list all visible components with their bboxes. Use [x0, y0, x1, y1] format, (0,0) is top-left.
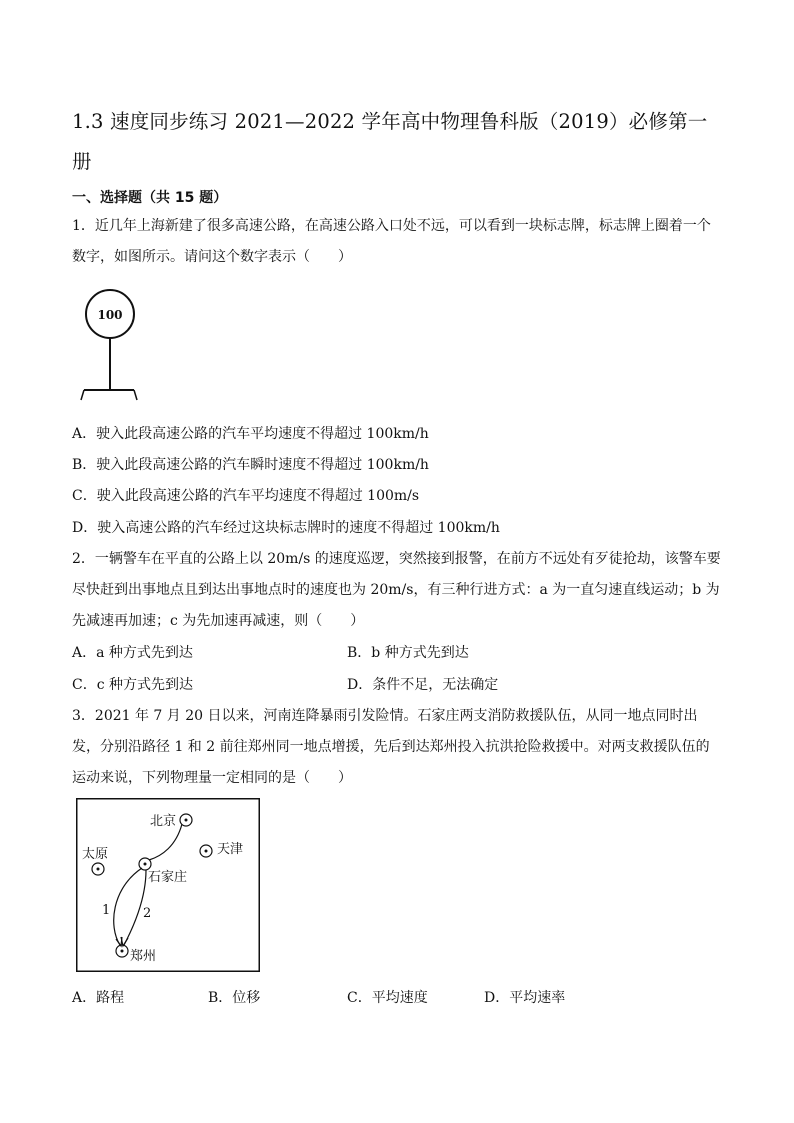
section-heading: 一、选择题（共 15 题）	[72, 190, 228, 206]
beijing-label: 北京	[150, 814, 177, 829]
sign-value: 100	[97, 308, 123, 322]
q3-option-c[interactable]: C．平均速度	[347, 990, 428, 1006]
q2-option-c[interactable]: C．c 种方式先到达	[72, 677, 194, 693]
question-3-stem: 3．2021 年 7 月 20 日以来，河南连降暴雨引发险情。石家庄两支消防救援队伍，从同一地点同时出发，分别沿路径 1 和 2 前往郑州同一地点增援，先后到达郑州投入抗洪抢险救援中。对两支救援队伍的运动来说，下列物理量一定相同的是（ ）	[72, 708, 710, 786]
q1-option-a[interactable]: A．驶入此段高速公路的汽车平均速度不得超过 100km/h	[72, 426, 429, 442]
tianjin-label: 天津	[217, 842, 244, 857]
route-2-label: 2	[143, 906, 152, 921]
q1-option-b[interactable]: B．驶入此段高速公路的汽车瞬时速度不得超过 100km/h	[72, 457, 429, 473]
q3-option-a[interactable]: A．路程	[72, 990, 125, 1006]
route-map-figure	[76, 798, 260, 972]
zhengzhou-label: 郑州	[130, 949, 157, 964]
question-1-stem: 1．近几年上海新建了很多高速公路，在高速公路入口处不远，可以看到一块标志牌，标志牌上圈着一个数字，如图所示。请问这个数字表示（ ）	[72, 218, 711, 265]
shijiazhuang-label: 石家庄	[148, 870, 188, 885]
q2-option-a[interactable]: A．a 种方式先到达	[72, 645, 193, 661]
beijing-shijiazhuang-line	[149, 824, 182, 860]
route-1-path	[114, 868, 142, 945]
q1-option-c[interactable]: C．驶入此段高速公路的汽车平均速度不得超过 100m/s	[72, 488, 420, 504]
route-1-label: 1	[102, 903, 111, 918]
q3-option-b[interactable]: B．位移	[208, 990, 261, 1006]
taiyuan-label: 太原	[82, 847, 109, 862]
q3-option-d[interactable]: D．平均速率	[484, 990, 566, 1006]
q2-option-b[interactable]: B．b 种方式先到达	[347, 645, 469, 661]
document-title: 1.3 速度同步练习 2021—2022 学年高中物理鲁科版（2019）必修第一册	[72, 110, 708, 173]
q2-option-d[interactable]: D．条件不足，无法确定	[347, 677, 499, 693]
q1-option-d[interactable]: D．驶入高速公路的汽车经过这块标志牌时的速度不得超过 100km/h	[72, 520, 500, 536]
question-2-stem: 2．一辆警车在平直的公路上以 20m/s 的速度巡逻，突然接到报警，在前方不远处有歹徒抢劫，该警车要尽快赶到出事地点且到达出事地点时的速度也为 20m/s，有三种行进方式：a 为一直匀速直线运动；b 为先减速再加速；c 为先加速再减速，则（ ）	[72, 551, 721, 629]
speed-limit-sign-figure	[78, 284, 148, 404]
